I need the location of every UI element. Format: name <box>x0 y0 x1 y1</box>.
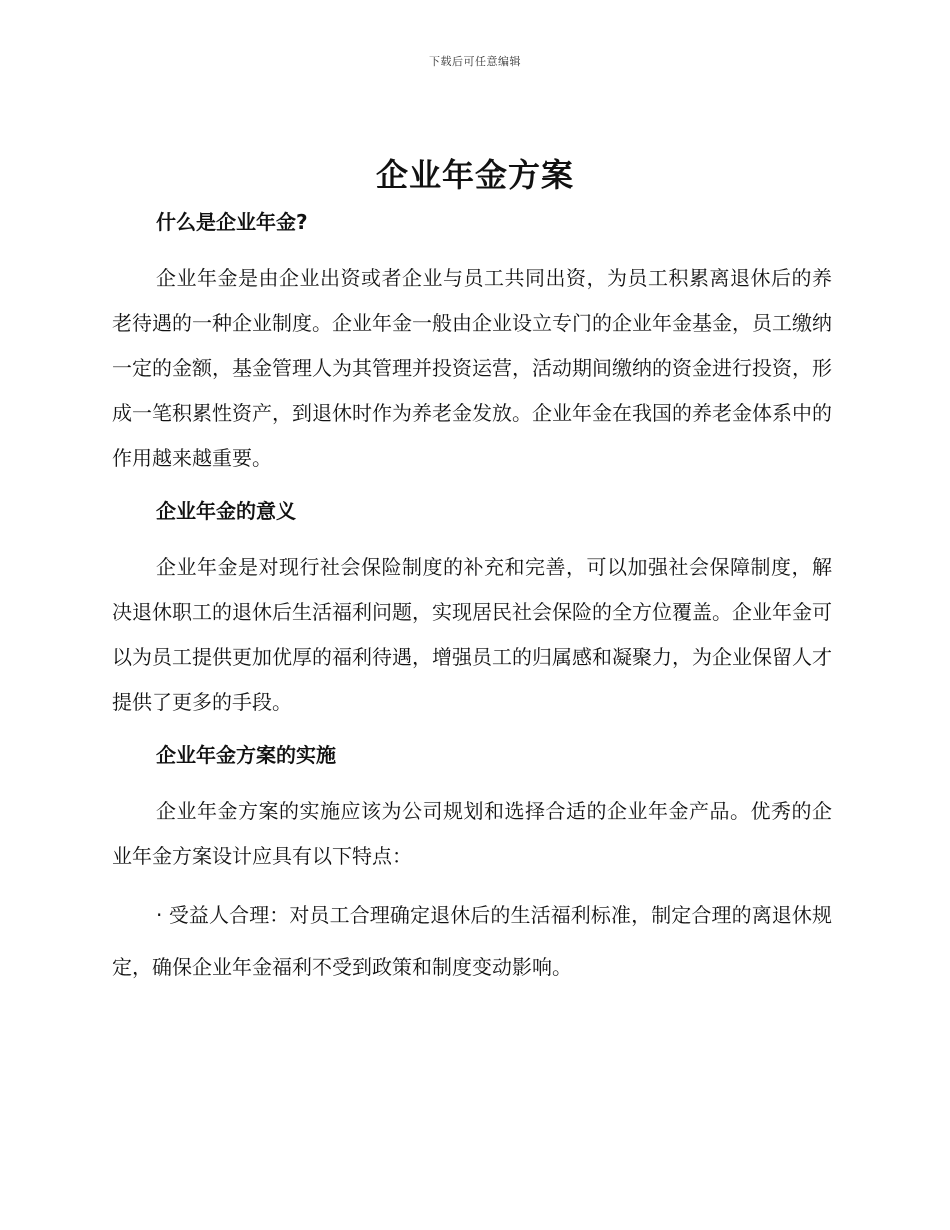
section-heading-significance: 企业年金的意义 <box>156 499 296 523</box>
document-title: 企业年金方案 <box>375 156 574 194</box>
section-heading-implementation: 企业年金方案的实施 <box>156 743 336 767</box>
page-header-note: 下载后可任意编辑 <box>429 55 521 68</box>
section-paragraph-implementation: 企业年金方案的实施应该为公司规划和选择合适的企业年金产品。优秀的企业年金方案设计应具有以下特点： <box>112 799 832 868</box>
document-body <box>112 202 832 993</box>
section-paragraph-what-is: 企业年金是由企业出资或者企业与员工共同出资，为员工积累离退休后的养老待遇的一种企业制度。企业年金一般由企业设立专门的企业年金基金，员工缴纳一定的金额，基金管理人为其管理并投资运营，活动期间缴纳的资金进行投资，形成一笔积累性资产，到退休时作为养老金发放。企业年金在我国的养老金体系中的作用越来越重要。 <box>112 266 832 470</box>
section-heading-what-is: 什么是企业年金? <box>156 210 308 234</box>
section-paragraph-significance: 企业年金是对现行社会保险制度的补充和完善，可以加强社会保障制度，解决退休职工的退休后生活福利问题，实现居民社会保险的全方位覆盖。企业年金可以为员工提供更加优厚的福利待遇，增强员工的归属感和凝聚力，为企业保留人才提供了更多的手段。 <box>112 555 832 714</box>
bullet-item-beneficiary: · 受益人合理：对员工合理确定退休后的生活福利标准，制定合理的离退休规定，确保企业年金福利不受到政策和制度变动影响。 <box>112 903 832 979</box>
